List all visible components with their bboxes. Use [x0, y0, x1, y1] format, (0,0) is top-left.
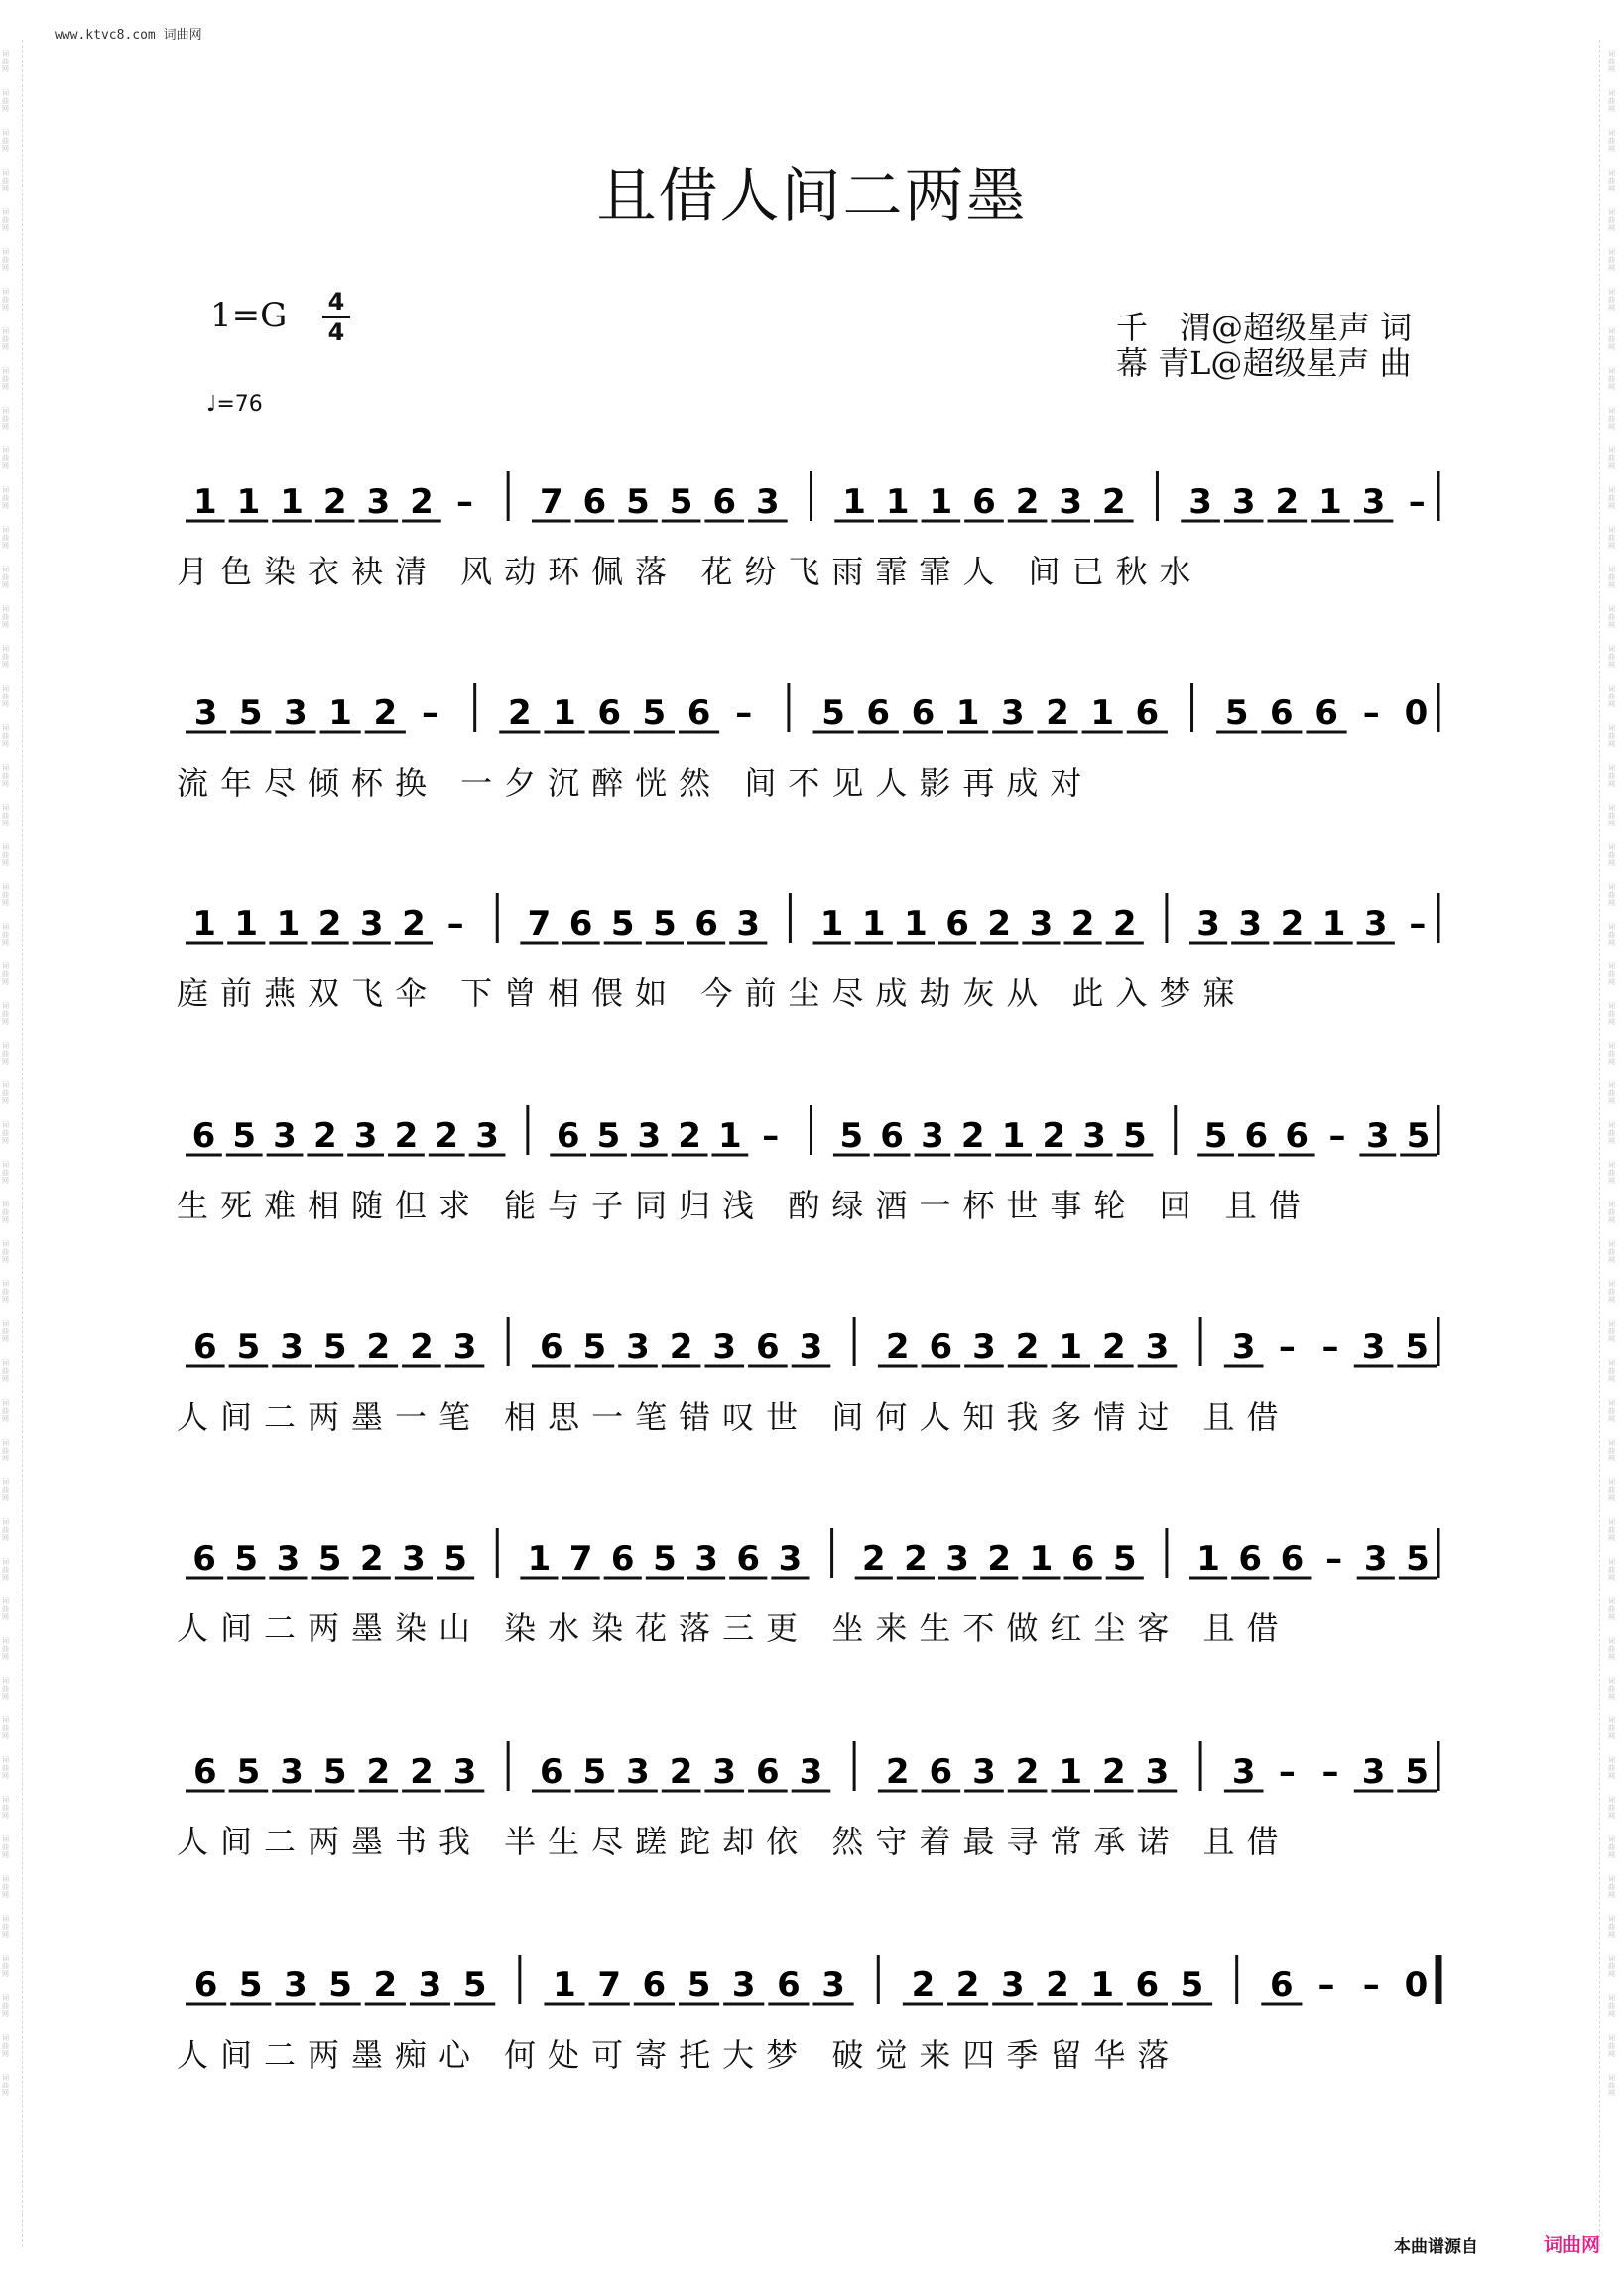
note-digit: 6: [929, 1752, 953, 1792]
note-digit: 1: [328, 694, 352, 733]
note-digit: 3: [756, 482, 780, 522]
note-digit: 3: [280, 1328, 304, 1367]
note-digit: 3: [1365, 1116, 1390, 1156]
note-digit: 2: [312, 1116, 337, 1156]
dash-note: –: [1409, 904, 1427, 944]
note-digit: 3: [280, 1752, 304, 1792]
note-digit: 7: [568, 1539, 593, 1579]
credits: [1116, 310, 1412, 381]
tempo-mark: ♩=76: [206, 392, 263, 417]
note-digit: 3: [1000, 694, 1025, 733]
note-digit: 5: [1405, 1752, 1430, 1792]
note-digit: 6: [880, 1116, 904, 1156]
note-digit: 3: [1363, 1539, 1388, 1579]
note-digit: 1: [1090, 1965, 1114, 2005]
dash-note: –: [1317, 1965, 1335, 2005]
note-digit: 2: [885, 1328, 910, 1367]
note-digit: 2: [1042, 1116, 1066, 1156]
note-digit: 3: [821, 1965, 845, 2005]
note-digit: 6: [972, 482, 996, 522]
note-digit: 6: [192, 1539, 216, 1579]
note-digit: 6: [1070, 1539, 1095, 1579]
note-digit: 1: [718, 1116, 742, 1156]
footer-brand[interactable]: 词曲网: [1544, 2234, 1601, 2256]
note-digit: 3: [1059, 482, 1083, 522]
score-row: [0, 451, 1624, 620]
note-digit: 5: [322, 1328, 347, 1367]
note-digit: 3: [1145, 1328, 1170, 1367]
note-digit: 2: [366, 1328, 391, 1367]
time-sig-top: 4: [327, 288, 345, 316]
note-digit: 2: [410, 1752, 434, 1792]
note-digit: 3: [972, 1328, 996, 1367]
note-digit: 1: [1029, 1539, 1054, 1579]
note-digit: 3: [1000, 1965, 1025, 2005]
note-digit: 3: [778, 1539, 803, 1579]
note-digit: 5: [1406, 1539, 1430, 1579]
time-signature: [322, 290, 350, 344]
lyric-line: 人间二两墨痴心 何处可寄托大梦 破觉来四季留华落: [177, 2036, 1182, 2074]
note-digit: 7: [539, 482, 563, 522]
note-digit: 1: [1196, 1539, 1220, 1579]
note-digit: 1: [1059, 1752, 1083, 1792]
note-digit: 5: [236, 1328, 261, 1367]
note-digit: 5: [462, 1965, 487, 2005]
note-digit: 1: [885, 482, 910, 522]
note-digit: 2: [373, 1965, 398, 2005]
note-digit: 5: [626, 482, 650, 522]
dash-note: –: [1321, 1752, 1339, 1792]
score-row: [0, 873, 1624, 1042]
dash-note: –: [1321, 1328, 1339, 1367]
note-digit: 6: [1280, 1539, 1305, 1579]
note-digit: 3: [273, 1116, 297, 1156]
dash-note: –: [1278, 1752, 1296, 1792]
note-digit: 0: [1404, 1965, 1429, 2005]
note-digit: 1: [236, 482, 261, 522]
note-digit: 6: [945, 904, 969, 944]
note-digit: 2: [1112, 904, 1137, 944]
note-digit: 6: [1270, 1965, 1294, 2005]
note-digit: 1: [192, 904, 216, 944]
note-digit: 2: [508, 694, 532, 733]
note-digit: 3: [276, 1539, 301, 1579]
score-row: [0, 1085, 1624, 1254]
site-url[interactable]: www.ktvc8.com 词曲网: [55, 28, 202, 43]
lyric-line: 人间二两墨书我 半生尽蹉跎却依 然守着最寻常承诺 且借: [177, 1823, 1291, 1860]
note-digit: 6: [192, 1752, 217, 1792]
note-digit: 6: [1244, 1116, 1269, 1156]
composer-credit: 幕 青L@超级星声 曲: [1116, 344, 1412, 382]
note-digit: 2: [366, 1752, 391, 1792]
lyric-line: 人间二两墨染山 染水染花落三更 坐来生不做红尘客 且借: [177, 1609, 1291, 1647]
note-digit: 5: [839, 1116, 864, 1156]
note-digit: 1: [861, 904, 886, 944]
note-digit: 1: [527, 1539, 552, 1579]
note-digit: 2: [1046, 694, 1069, 733]
notation-line: [0, 1721, 1624, 1811]
note-digit: 5: [610, 904, 635, 944]
note-digit: 2: [987, 904, 1012, 944]
note-digit: 3: [637, 1116, 662, 1156]
left-watermark: 词 曲 网 词 曲 网 词 曲 网 词 曲 网 词 曲 网 词 曲 网 词 曲 网 词 曲 网 词 曲 网 词 曲 网 词 曲 网 词 曲 网 词 曲 网 词 曲 网 词 曲 网 词 曲 网 词 曲 网 词 曲 网 词 曲 网 词 曲 网 词 曲 网 词 曲 网 词 曲 网 词 曲 网 词 曲 网 词 曲 网 词 曲 网 词 曲 网 词 曲 网 词 曲 网 词 曲 网 词 曲 网 词 曲 网 词 曲 网 词 曲 网 词 曲 网 词 曲 网 词 曲 网 词 曲 网 词 曲 网 词 曲 网 词 曲 网 词 曲 网 词 曲 网 词 曲 网 词 曲 网 词 曲 网 词 曲 网 词 曲 网 词 曲 网 词 曲 网 词 曲 网: [2, 50, 9, 2097]
note-digit: 3: [1145, 1752, 1170, 1792]
note-digit: 6: [642, 1965, 667, 2005]
note-digit: 5: [1123, 1116, 1147, 1156]
note-digit: 6: [539, 1752, 563, 1792]
note-digit: 0: [1404, 694, 1429, 733]
note-digit: 5: [653, 1539, 677, 1579]
note-digit: 5: [687, 1965, 711, 2005]
note-digit: 6: [1135, 694, 1160, 733]
note-digit: 3: [731, 1965, 756, 2005]
note-digit: 2: [911, 1965, 936, 2005]
note-digit: 1: [1001, 1116, 1026, 1156]
note-digit: 1: [553, 694, 576, 733]
notation-line: [0, 1935, 1624, 2024]
note-digit: 5: [596, 1116, 621, 1156]
note-digit: 3: [799, 1752, 823, 1792]
note-digit: 2: [960, 1116, 985, 1156]
lyric-line: 流年尽倾杯换 一夕沉醉恍然 间不见人影再成对: [177, 764, 1094, 802]
note-digit: 5: [1203, 1116, 1228, 1156]
note-digit: 1: [842, 482, 866, 522]
dash-note: –: [446, 904, 464, 944]
note-digit: 1: [1059, 1328, 1083, 1367]
note-digit: 3: [1231, 1752, 1256, 1792]
note-digit: 5: [236, 1752, 261, 1792]
note-digit: 5: [238, 694, 263, 733]
note-digit: 3: [366, 482, 391, 522]
note-digit: 6: [192, 1328, 217, 1367]
note-digit: 6: [929, 1328, 953, 1367]
note-digit: 5: [232, 1116, 257, 1156]
note-digit: 3: [972, 1752, 996, 1792]
note-digit: 3: [712, 1328, 737, 1367]
note-digit: 5: [1406, 1116, 1431, 1156]
note-digit: 6: [687, 694, 711, 733]
note-digit: 1: [929, 482, 953, 522]
note-digit: 5: [322, 1752, 347, 1792]
lyricist-credit: 千 渭@超级星声 词: [1116, 309, 1413, 346]
note-digit: 5: [238, 1965, 263, 2005]
note-digit: 1: [955, 694, 980, 733]
note-digit: 6: [712, 482, 737, 522]
note-digit: 5: [1405, 1328, 1430, 1367]
note-digit: 5: [669, 482, 693, 522]
note-digit: 3: [626, 1752, 650, 1792]
note-digit: 2: [1275, 482, 1300, 522]
lyric-line: 生死难相随但求 能与子同归浅 酌绿酒一杯世事轮 回 且借: [177, 1187, 1312, 1224]
note-digit: 2: [861, 1539, 886, 1579]
note-digit: 2: [955, 1965, 980, 2005]
note-digit: 2: [1015, 1328, 1040, 1367]
note-digit: 6: [1270, 694, 1294, 733]
note-digit: 1: [1318, 482, 1342, 522]
note-digit: 2: [435, 1116, 459, 1156]
note-digit: 1: [280, 482, 304, 522]
note-digit: 3: [1082, 1116, 1106, 1156]
note-digit: 1: [819, 904, 844, 944]
note-digit: 3: [736, 904, 761, 944]
note-digit: 1: [276, 904, 301, 944]
note-digit: 6: [556, 1116, 580, 1156]
note-digit: 2: [410, 1328, 434, 1367]
note-digit: 2: [322, 482, 347, 522]
note-digit: 2: [394, 1116, 419, 1156]
note-digit: 3: [1361, 1752, 1386, 1792]
note-digit: 6: [568, 904, 593, 944]
note-digit: 3: [359, 904, 384, 944]
note-digit: 2: [885, 1752, 910, 1792]
note-digit: 3: [694, 1539, 718, 1579]
note-digit: 1: [234, 904, 259, 944]
note-digit: 5: [1112, 1539, 1137, 1579]
note-digit: 6: [911, 694, 936, 733]
note-digit: 3: [921, 1116, 944, 1156]
note-digit: 3: [353, 1116, 378, 1156]
note-digit: 1: [192, 482, 217, 522]
note-digit: 5: [317, 1539, 342, 1579]
note-digit: 3: [626, 1328, 650, 1367]
score-row: [0, 1508, 1624, 1677]
score-row: [0, 1935, 1624, 2103]
notation-line: [0, 1508, 1624, 1597]
note-digit: 5: [443, 1539, 467, 1579]
note-digit: 3: [193, 694, 218, 733]
note-digit: 6: [1238, 1539, 1263, 1579]
note-digit: 6: [1285, 1116, 1310, 1156]
note-digit: 6: [756, 1328, 780, 1367]
note-digit: 2: [669, 1328, 693, 1367]
note-digit: 6: [610, 1539, 635, 1579]
score-row: [0, 663, 1624, 831]
notation-line: [0, 663, 1624, 752]
notation-line: [0, 1085, 1624, 1175]
footer-source: 本曲谱源自: [1394, 2237, 1478, 2257]
note-digit: 5: [234, 1539, 259, 1579]
dash-note: –: [1362, 1965, 1380, 2005]
dash-note: –: [1408, 482, 1426, 522]
note-digit: 6: [694, 904, 718, 944]
note-digit: 1: [1321, 904, 1346, 944]
note-digit: 3: [1231, 1328, 1256, 1367]
note-digit: 2: [402, 904, 426, 944]
note-digit: 2: [1280, 904, 1305, 944]
dash-note: –: [735, 694, 753, 733]
lyric-line: 庭前燕双飞伞 下曾相偎如 今前尘尽成劫灰从 此入梦寐: [177, 974, 1247, 1012]
note-digit: 3: [1238, 904, 1263, 944]
note-digit: 1: [1090, 694, 1114, 733]
note-digit: 3: [1361, 482, 1386, 522]
note-digit: 2: [317, 904, 342, 944]
note-digit: 1: [553, 1965, 576, 2005]
note-digit: 3: [284, 1965, 308, 2005]
note-digit: 6: [582, 482, 607, 522]
note-digit: 5: [582, 1752, 607, 1792]
note-digit: 5: [1224, 694, 1249, 733]
note-digit: 2: [669, 1752, 693, 1792]
dash-note: –: [1328, 1116, 1346, 1156]
note-digit: 6: [777, 1965, 801, 2005]
right-watermark: 词 曲 网 词 曲 网 词 曲 网 词 曲 网 词 曲 网 词 曲 网 词 曲 网 词 曲 网 词 曲 网 词 曲 网 词 曲 网 词 曲 网 词 曲 网 词 曲 网 词 曲 网 词 曲 网 词 曲 网 词 曲 网 词 曲 网 词 曲 网 词 曲 网 词 曲 网 词 曲 网 词 曲 网 词 曲 网 词 曲 网 词 曲 网 词 曲 网 词 曲 网 词 曲 网 词 曲 网 词 曲 网 词 曲 网 词 曲 网 词 曲 网 词 曲 网 词 曲 网 词 曲 网 词 曲 网 词 曲 网 词 曲 网 词 曲 网 词 曲 网 词 曲 网 词 曲 网 词 曲 网 词 曲 网 词 曲 网 词 曲 网 词 曲 网 词 曲 网 词 曲 网: [1608, 50, 1615, 2097]
note-digit: 5: [653, 904, 677, 944]
note-digit: 3: [799, 1328, 823, 1367]
note-digit: 3: [1029, 904, 1054, 944]
note-digit: 1: [904, 904, 928, 944]
note-digit: 3: [1361, 1328, 1386, 1367]
note-digit: 3: [284, 694, 308, 733]
note-digit: 6: [193, 1965, 218, 2005]
score-row: [0, 1721, 1624, 1890]
note-digit: 3: [1231, 482, 1256, 522]
dash-note: –: [421, 694, 438, 733]
note-digit: 6: [866, 694, 891, 733]
dash-note: –: [456, 482, 474, 522]
time-sig-bottom: 4: [327, 318, 345, 346]
dash-note: –: [1325, 1539, 1343, 1579]
lyric-line: 人间二两墨一笔 相思一笔错叹世 间何人知我多情过 且借: [177, 1398, 1291, 1436]
note-digit: 7: [527, 904, 552, 944]
dash-note: –: [1278, 1328, 1296, 1367]
note-digit: 2: [1102, 1752, 1126, 1792]
note-digit: 3: [402, 1539, 426, 1579]
note-digit: 7: [597, 1965, 622, 2005]
note-digit: 3: [945, 1539, 969, 1579]
key-signature: 1=G: [210, 296, 288, 335]
note-digit: 2: [373, 694, 398, 733]
note-digit: 2: [410, 482, 434, 522]
note-digit: 3: [418, 1965, 442, 2005]
note-digit: 5: [642, 694, 667, 733]
note-digit: 5: [328, 1965, 352, 2005]
note-digit: 6: [1135, 1965, 1160, 2005]
note-digit: 5: [582, 1328, 607, 1367]
note-digit: 2: [678, 1116, 701, 1156]
notation-line: [0, 873, 1624, 962]
note-digit: 2: [1102, 1328, 1126, 1367]
score-row: [0, 1297, 1624, 1465]
note-digit: 6: [191, 1116, 216, 1156]
note-digit: 5: [821, 694, 845, 733]
note-digit: 2: [987, 1539, 1012, 1579]
note-digit: 2: [1015, 1752, 1040, 1792]
note-digit: 3: [712, 1752, 737, 1792]
note-digit: 3: [475, 1116, 499, 1156]
note-digit: 6: [539, 1328, 563, 1367]
lyric-line: 月色染衣袂清 风动环佩落 花纷飞雨霏霏人 间已秋水: [177, 553, 1203, 590]
dash-note: –: [1362, 694, 1380, 733]
dash-note: –: [762, 1116, 780, 1156]
note-digit: 3: [452, 1752, 477, 1792]
note-digit: 2: [1070, 904, 1095, 944]
note-digit: 3: [1363, 904, 1388, 944]
note-digit: 3: [452, 1328, 477, 1367]
notation-line: [0, 451, 1624, 541]
note-digit: 2: [1102, 482, 1126, 522]
note-digit: 3: [1196, 904, 1220, 944]
note-digit: 2: [904, 1539, 928, 1579]
note-digit: 6: [736, 1539, 761, 1579]
note-digit: 2: [1015, 482, 1040, 522]
note-digit: 2: [359, 1539, 384, 1579]
song-title: 且借人间二两墨: [596, 162, 1028, 231]
note-digit: 6: [1314, 694, 1338, 733]
note-digit: 2: [1046, 1965, 1069, 2005]
notation-line: [0, 1297, 1624, 1386]
note-digit: 6: [597, 694, 622, 733]
note-digit: 6: [756, 1752, 780, 1792]
note-digit: 3: [1188, 482, 1212, 522]
note-digit: 5: [1180, 1965, 1204, 2005]
